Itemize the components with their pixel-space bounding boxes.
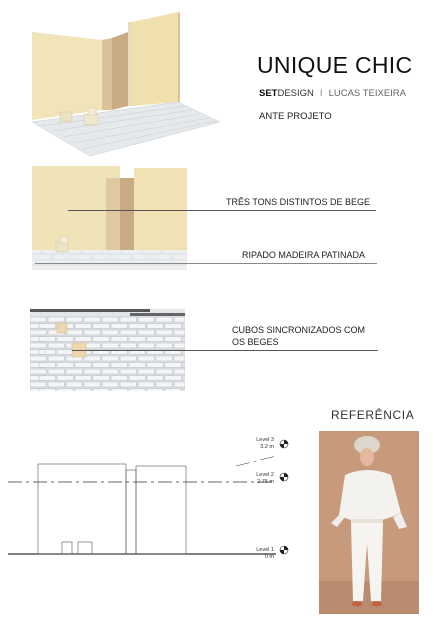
level-1-label — [240, 547, 274, 561]
brick — [138, 369, 155, 374]
brick — [120, 369, 137, 374]
brick — [129, 389, 146, 392]
brick — [129, 363, 146, 368]
leader-line-slats — [35, 263, 377, 264]
brick — [147, 337, 164, 342]
brick — [147, 389, 164, 392]
brick — [138, 330, 155, 335]
brick — [30, 330, 47, 335]
brick — [102, 369, 119, 374]
brick — [84, 330, 101, 335]
level-2-value: 2.75 m — [257, 479, 274, 485]
brick — [138, 343, 155, 348]
brick — [129, 337, 146, 342]
brick — [147, 324, 164, 329]
brick — [93, 337, 110, 342]
brick — [57, 337, 74, 342]
level-2-label — [240, 472, 274, 486]
leader-line-cubes — [72, 350, 378, 351]
brick — [93, 376, 110, 381]
brick — [30, 356, 47, 361]
brick — [111, 363, 128, 368]
brick — [66, 330, 83, 335]
brick — [120, 330, 137, 335]
brick — [156, 317, 173, 322]
brick — [102, 356, 119, 361]
brick — [75, 324, 92, 329]
brick — [120, 343, 137, 348]
brick — [93, 363, 110, 368]
brick — [111, 389, 128, 392]
brick — [174, 356, 185, 361]
brick — [147, 376, 164, 381]
brick — [156, 382, 173, 387]
brick — [183, 337, 185, 342]
brick — [183, 324, 185, 329]
brick — [48, 369, 65, 374]
reference-photo — [319, 431, 419, 614]
annotation-slats: RIPADO MADEIRA PATINADA — [242, 250, 366, 260]
brick — [174, 343, 185, 348]
brick — [120, 382, 137, 387]
brick — [120, 317, 137, 322]
brick — [102, 330, 119, 335]
brick — [111, 376, 128, 381]
brick — [66, 317, 83, 322]
brick — [48, 356, 65, 361]
annotation-tones: TRÊS TONS DISTINTOS DE BEGE — [226, 197, 371, 207]
brick — [84, 317, 101, 322]
brick — [39, 363, 56, 368]
brick — [30, 369, 47, 374]
brick — [120, 356, 137, 361]
leader-line-tones — [68, 210, 376, 211]
brick — [102, 317, 119, 322]
front-elevation-render — [32, 164, 187, 272]
brick — [183, 376, 185, 381]
set-3d-render — [30, 10, 230, 160]
brick — [174, 317, 185, 322]
brick — [30, 317, 47, 322]
brick — [39, 350, 56, 355]
level-3-value: 3.2 m — [260, 444, 274, 450]
brick — [66, 369, 83, 374]
brick — [138, 382, 155, 387]
annotation-cubes-line2: OS BEGES — [232, 337, 279, 347]
brick — [39, 324, 56, 329]
brick — [84, 382, 101, 387]
brick — [147, 363, 164, 368]
annotation-cubes-line1: CUBOS SINCRONIZADOS COM — [232, 325, 366, 335]
brick — [93, 389, 110, 392]
brick — [102, 343, 119, 348]
subtitle-design: DESIGN — [277, 88, 314, 99]
brick — [111, 324, 128, 329]
brick — [48, 317, 65, 322]
brick — [165, 337, 182, 342]
brick — [165, 376, 182, 381]
project-subtitle — [259, 88, 406, 99]
level-markers — [280, 440, 288, 554]
brick — [174, 369, 185, 374]
level-2-name: Level 2 — [256, 472, 274, 478]
brick — [30, 382, 47, 387]
level-3-name: Level 3 — [256, 437, 274, 443]
brick — [156, 343, 173, 348]
brick — [75, 376, 92, 381]
brick — [138, 317, 155, 322]
brick — [156, 369, 173, 374]
brick — [66, 382, 83, 387]
brick — [75, 337, 92, 342]
brick — [174, 330, 185, 335]
project-title: UNIQUE CHIC — [257, 52, 413, 78]
subtitle-separator: I — [319, 88, 323, 99]
level-3-label — [240, 437, 274, 451]
brick — [57, 363, 74, 368]
brick — [84, 356, 101, 361]
brick — [102, 382, 119, 387]
brick — [39, 337, 56, 342]
brick — [75, 389, 92, 392]
brick — [39, 389, 56, 392]
brick — [165, 324, 182, 329]
brick — [57, 376, 74, 381]
project-phase: ANTE PROJETO — [259, 111, 332, 122]
brick — [57, 389, 74, 392]
brick — [129, 376, 146, 381]
brick — [75, 363, 92, 368]
brick — [129, 324, 146, 329]
brick — [156, 356, 173, 361]
brick — [84, 369, 101, 374]
brick — [183, 363, 185, 368]
brick — [84, 343, 101, 348]
brick — [138, 356, 155, 361]
brick — [39, 376, 56, 381]
brick — [48, 343, 65, 348]
level-1-value: 0 m — [264, 554, 274, 560]
brick — [165, 389, 182, 392]
brick — [30, 343, 47, 348]
brick — [111, 337, 128, 342]
reference-title: REFERÊNCIA — [331, 408, 415, 422]
subtitle-set: SET — [259, 88, 278, 99]
brick — [48, 382, 65, 387]
brick — [156, 330, 173, 335]
level-1-name: Level 1 — [256, 547, 274, 553]
brick — [165, 363, 182, 368]
brick — [174, 382, 185, 387]
brick — [93, 324, 110, 329]
brick — [183, 389, 185, 392]
subtitle-author: LUCAS TEIXEIRA — [328, 88, 406, 99]
